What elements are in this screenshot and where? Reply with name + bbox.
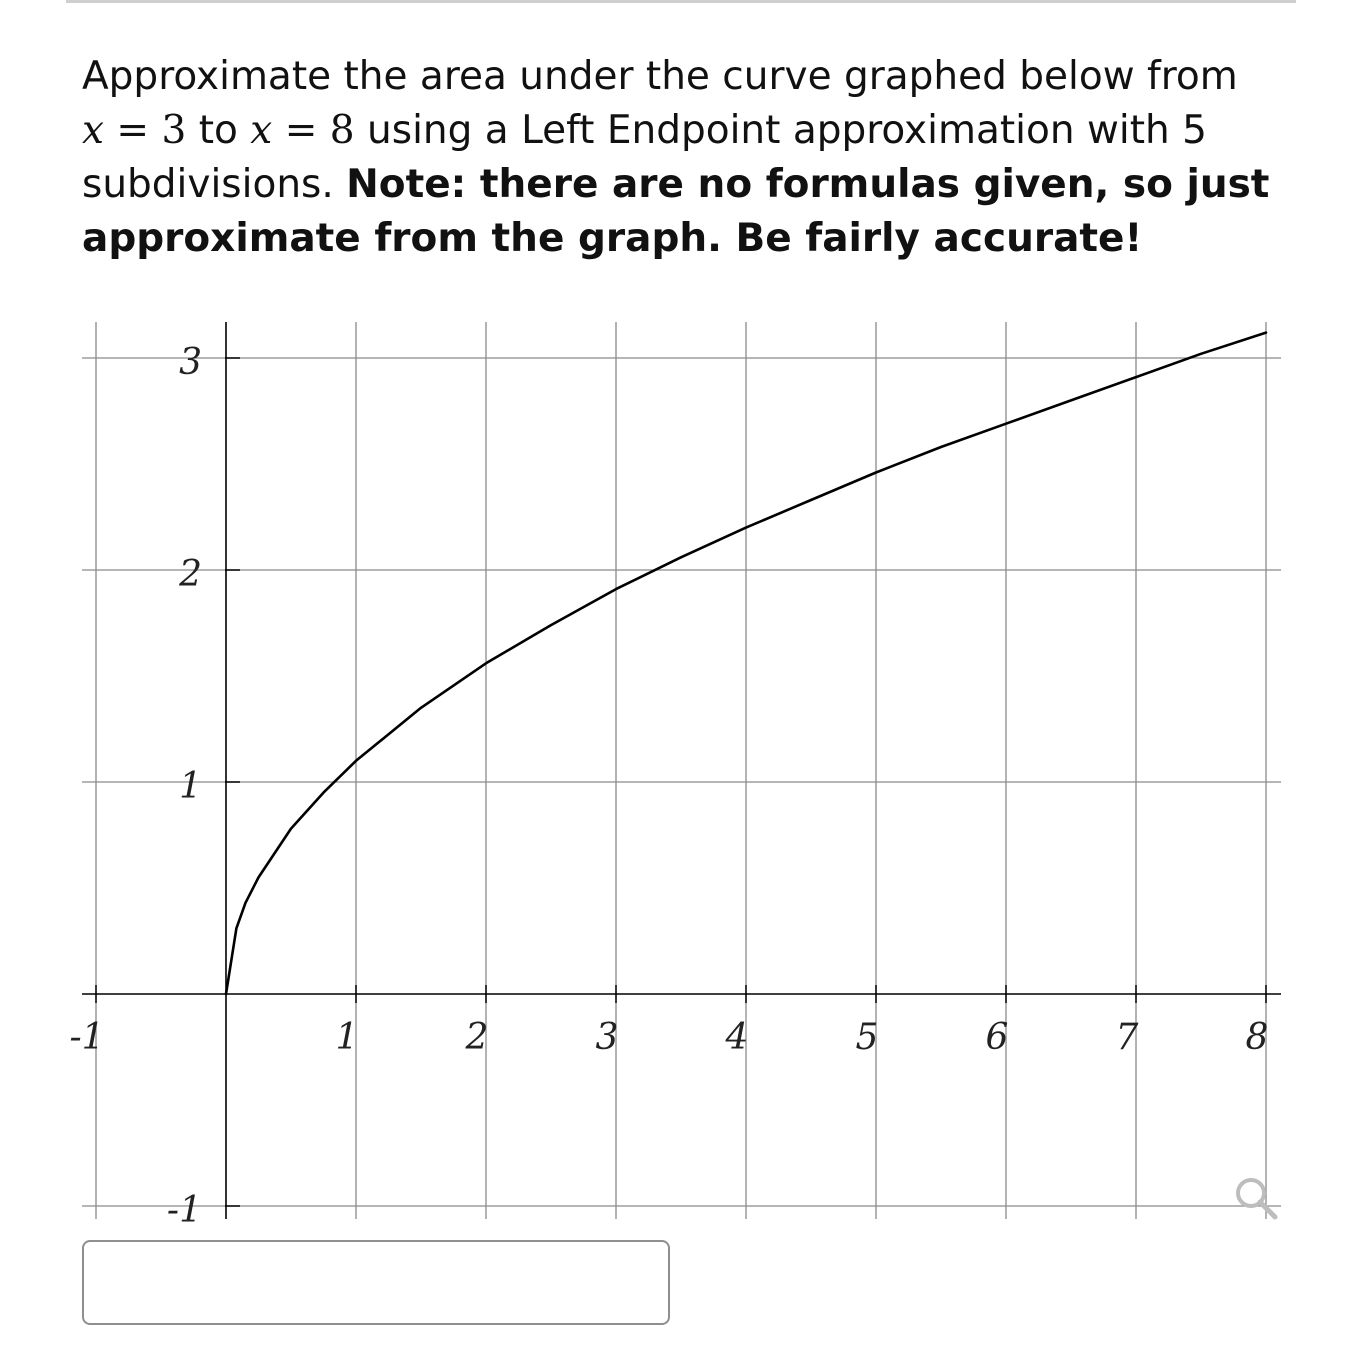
x-tick-label: 4 — [725, 1017, 749, 1058]
tick-labels — [69, 342, 1268, 1231]
x-tick-label: 3 — [595, 1017, 619, 1058]
to-word: to — [198, 108, 238, 153]
y-tick-label: 1 — [179, 766, 202, 807]
math-variable: x — [82, 108, 104, 153]
answer-input[interactable] — [82, 1240, 670, 1325]
x-tick-label: 7 — [1115, 1017, 1139, 1058]
x-tick-label: 8 — [1245, 1017, 1269, 1058]
question-line-1: Approximate the area under the curve graphed below from — [82, 54, 1238, 99]
grid — [82, 322, 1281, 1219]
x-tick-label: 1 — [335, 1017, 359, 1058]
x-tick-label: -1 — [69, 1017, 105, 1058]
magnifier-icon[interactable] — [1238, 1180, 1275, 1217]
question-line-2: using a Left Endpoint approximation with 5 — [367, 108, 1207, 153]
axes — [82, 322, 1281, 1219]
x-tick-label: 5 — [855, 1017, 879, 1058]
x-tick-label: 2 — [465, 1017, 489, 1058]
question-note: Note: there are no formulas given, so just approximate from the graph. Be fairly accurate! — [82, 162, 1270, 261]
start-value: 3 — [161, 108, 187, 153]
question-line-3: subdivisions. — [82, 162, 334, 207]
math-equals: = — [116, 108, 150, 153]
x-tick-label: 6 — [985, 1017, 1009, 1058]
math-variable: x — [250, 108, 273, 153]
end-value: 8 — [329, 108, 355, 153]
math-equals: = — [284, 108, 318, 153]
y-tick-label: 3 — [179, 342, 202, 383]
y-tick-label: 2 — [179, 554, 202, 595]
y-tick-label: -1 — [166, 1190, 202, 1231]
